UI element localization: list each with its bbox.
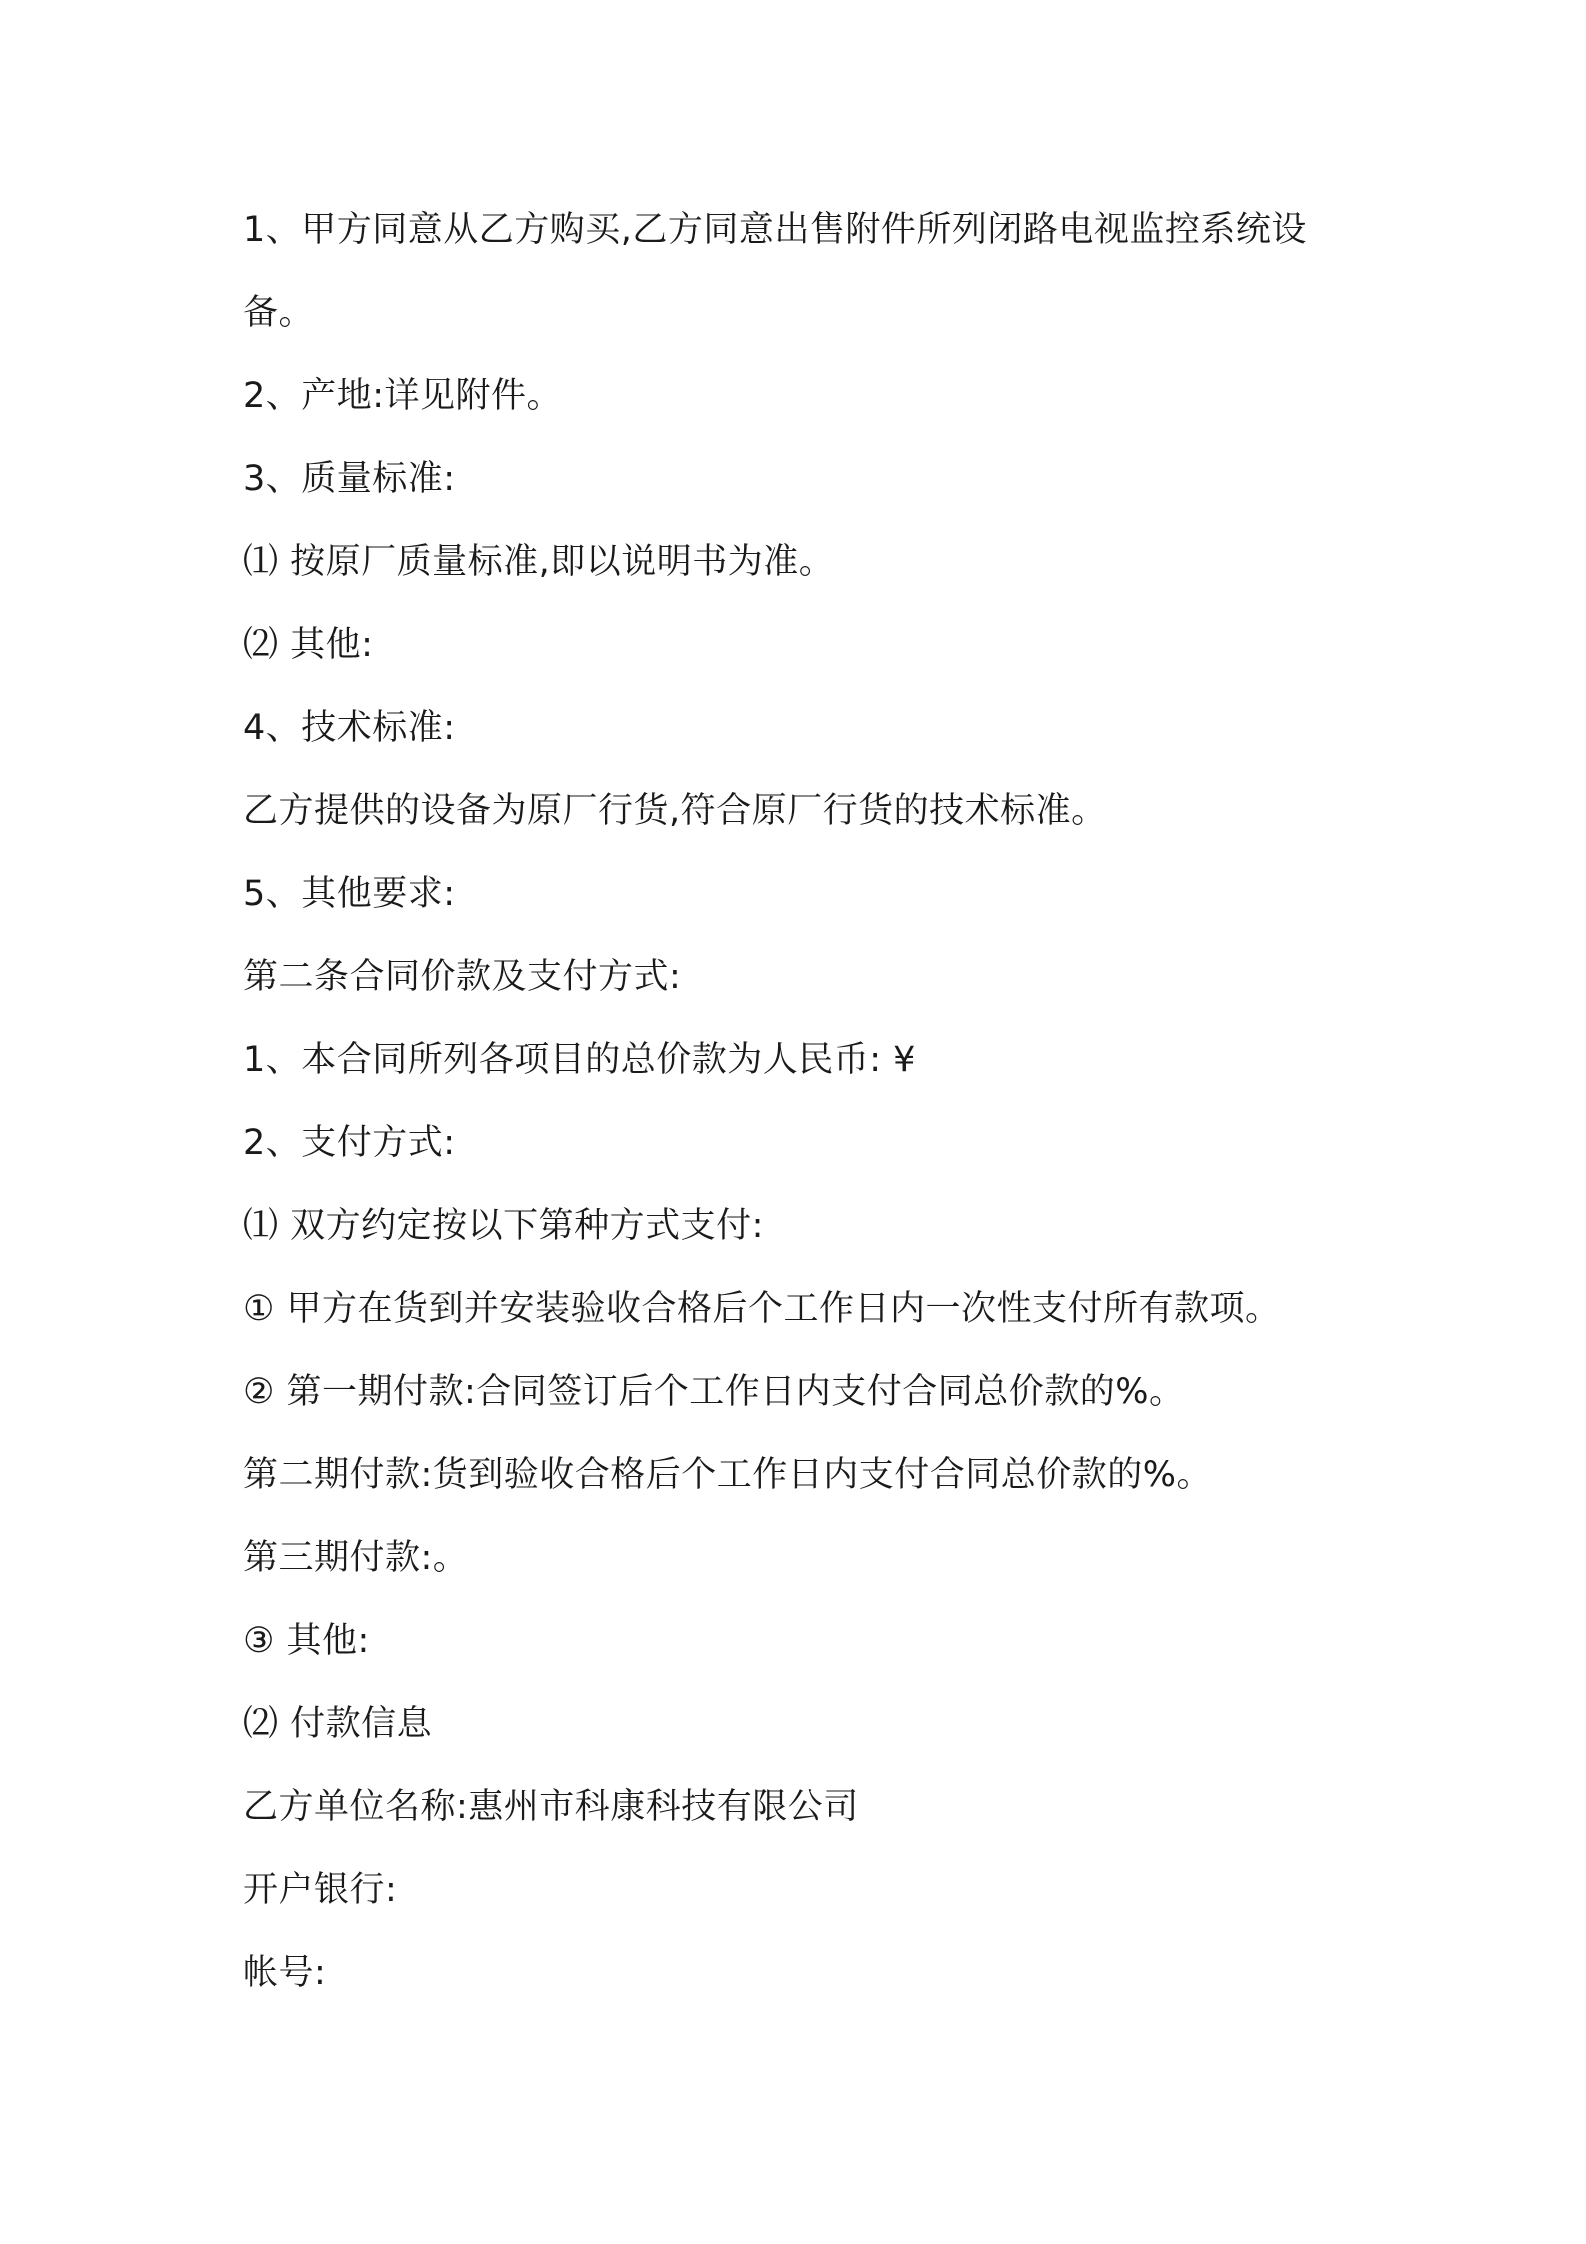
bank-name-line: 开户银行: [243, 1870, 398, 1910]
technical-standard-text: 乙方提供的设备为原厂行货,符合原厂行货的技术标准。 [243, 791, 1107, 831]
quality-item-2: ⑵ 其他: [243, 625, 374, 665]
payment-option-1: ① 甲方在货到并安装验收合格后个工作日内一次性支付所有款项。 [243, 1289, 1281, 1329]
payment-phase-2: 第二期付款:货到验收合格后个工作日内支付合同总价款的%。 [243, 1455, 1213, 1495]
payment-method-heading: 2、支付方式: [243, 1123, 456, 1163]
clause-1-purchase-line-1: 1、甲方同意从乙方购买,乙方同意出售附件所列闭路电视监控系统设 [243, 210, 1307, 250]
clause-4-technical-heading: 4、技术标准: [243, 708, 456, 748]
payment-option-2-phase-1: ② 第一期付款:合同签订后个工作日内支付合同总价款的%。 [243, 1372, 1185, 1412]
account-number-line: 帐号: [243, 1953, 327, 1993]
quality-item-1: ⑴ 按原厂质量标准,即以说明书为准。 [243, 542, 835, 582]
payment-agreement-line: ⑴ 双方约定按以下第种方式支付: [243, 1206, 764, 1246]
article-2-heading: 第二条合同价款及支付方式: [243, 957, 682, 997]
clause-2-origin: 2、产地:详见附件。 [243, 376, 563, 416]
party-b-company-name: 乙方单位名称:惠州市科康科技有限公司 [243, 1787, 859, 1827]
payment-phase-3: 第三期付款:。 [243, 1538, 469, 1578]
clause-5-other-requirements: 5、其他要求: [243, 874, 456, 914]
payment-option-3: ③ 其他: [243, 1621, 370, 1661]
payment-info-heading: ⑵ 付款信息 [243, 1704, 433, 1744]
clause-3-quality-heading: 3、质量标准: [243, 459, 456, 499]
clause-1-purchase-line-2: 备。 [243, 293, 315, 333]
total-price-line: 1、本合同所列各项目的总价款为人民币: ¥ [243, 1040, 916, 1080]
